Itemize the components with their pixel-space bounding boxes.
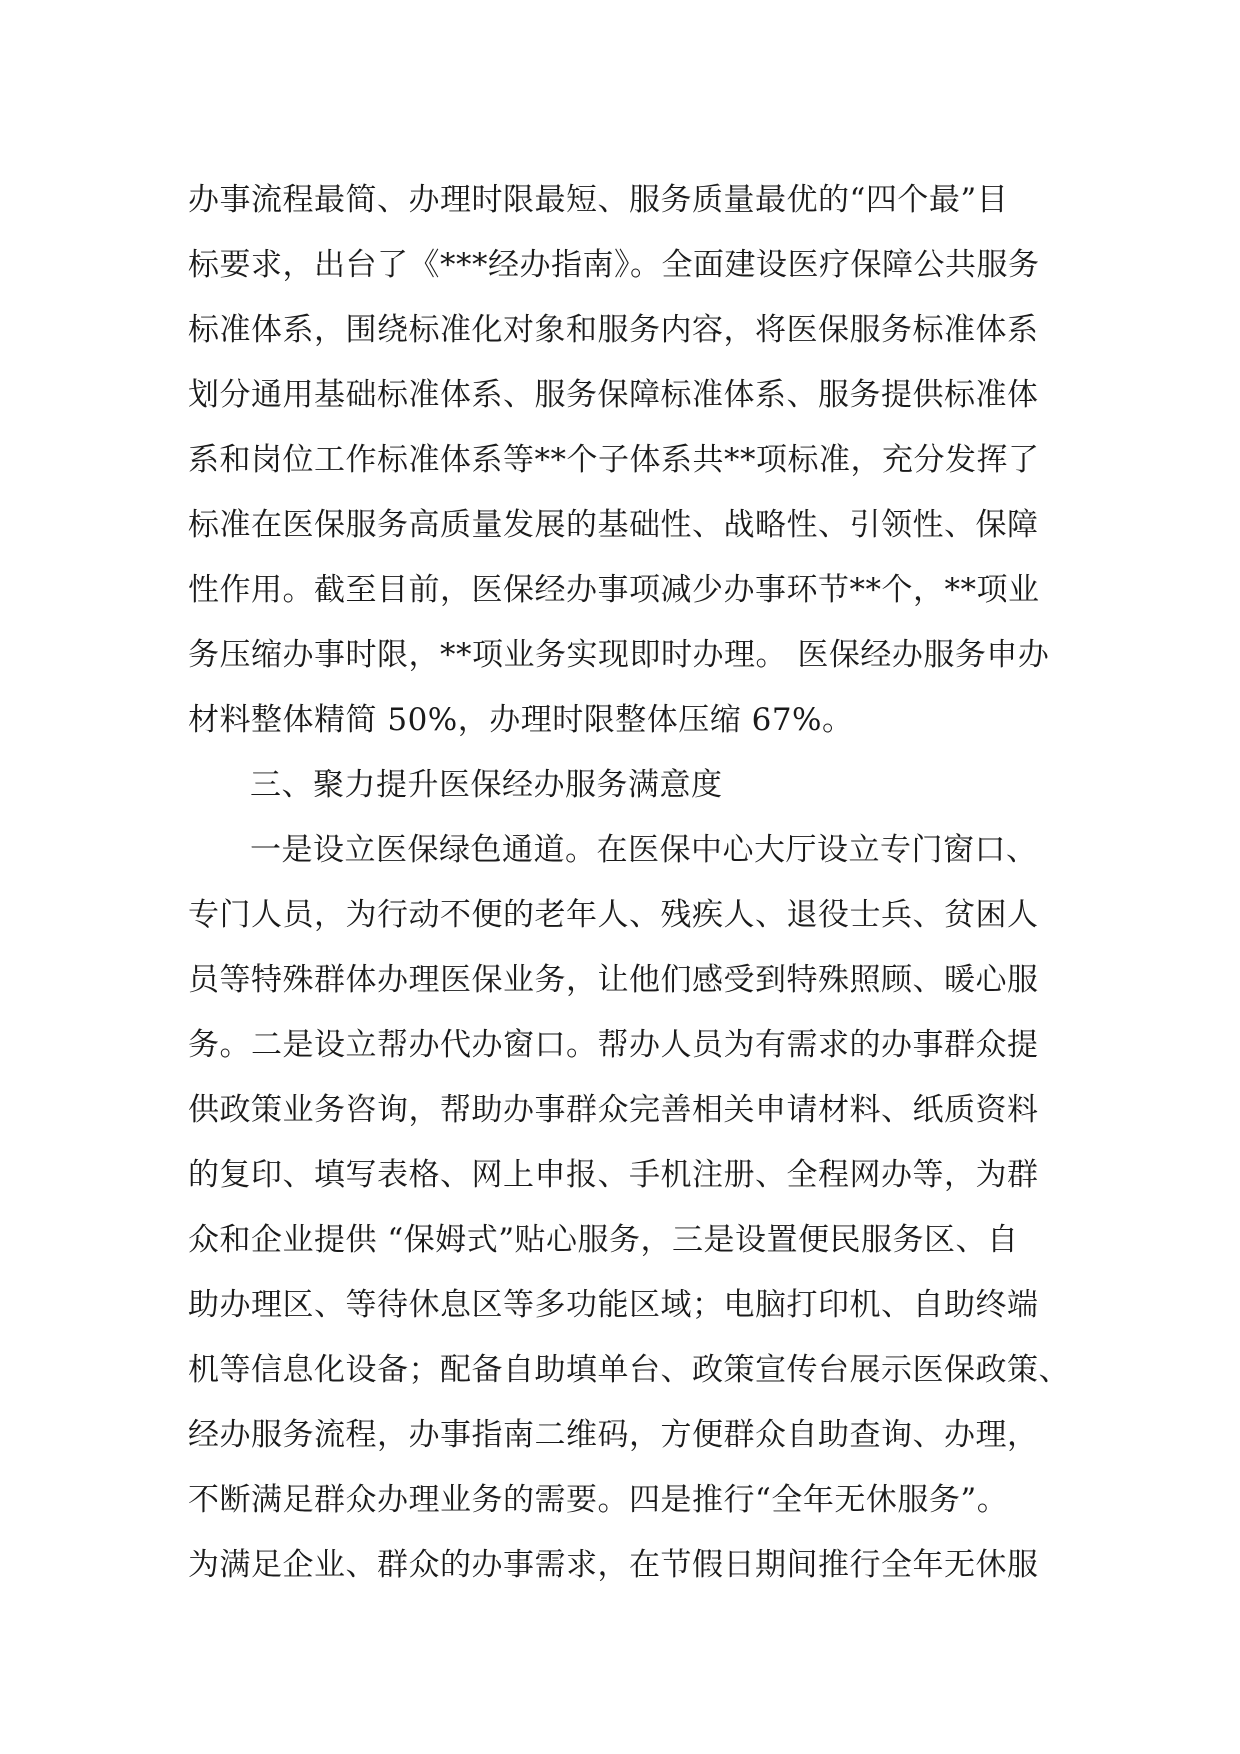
text-line: 材料整体精简 50%，办理时限整体压缩 67%。 [188, 702, 854, 738]
text-line: 务。二是设立帮办代办窗口。帮办人员为有需求的办事群众提 [188, 1027, 1039, 1063]
body-text [188, 168, 1088, 1598]
section-heading: 三、聚力提升医保经办服务满意度 [250, 767, 723, 803]
text-line: 专门人员，为行动不便的老年人、残疾人、退役士兵、贫困人 [188, 897, 1039, 933]
text-line: 系和岗位工作标准体系等**个子体系共**项标准，充分发挥了 [188, 442, 1040, 478]
text-line: 不断满足群众办理业务的需要。四是推行“全年无休服务”。 [188, 1482, 1009, 1518]
text-line: 标准在医保服务高质量发展的基础性、战略性、引领性、保障 [188, 507, 1039, 543]
text-line: 务压缩办事时限，**项业务实现即时办理。 医保经办服务申办 [188, 637, 1050, 673]
text-line: 性作用。截至目前，医保经办事项减少办事环节**个，**项业 [188, 572, 1040, 608]
text-line: 的复印、填写表格、网上申报、手机注册、全程网办等，为群 [188, 1157, 1039, 1193]
text-line: 助办理区、等待休息区等多功能区域；电脑打印机、自助终端 [188, 1287, 1039, 1323]
text-line: 为满足企业、群众的办事需求，在节假日期间推行全年无休服 [188, 1547, 1039, 1583]
text-line: 标要求，出台了《***经办指南》。全面建设医疗保障公共服务 [188, 247, 1040, 283]
text-line: 标准体系，围绕标准化对象和服务内容，将医保服务标准体系 [188, 312, 1039, 348]
text-line: 办事流程最简、办理时限最短、服务质量最优的“四个最”目 [188, 182, 1009, 218]
text-line: 机等信息化设备；配备自助填单台、政策宣传台展示医保政策、 [188, 1352, 1070, 1388]
text-line: 划分通用基础标准体系、服务保障标准体系、服务提供标准体 [188, 377, 1039, 413]
text-line: 经办服务流程，办事指南二维码，方便群众自助查询、办理， [188, 1417, 1039, 1453]
text-line: 众和企业提供 “保姆式”贴心服务，三是设置便民服务区、自 [188, 1222, 1019, 1258]
text-line: 员等特殊群体办理医保业务，让他们感受到特殊照顾、暖心服 [188, 962, 1039, 998]
text-line: 供政策业务咨询，帮助办事群众完善相关申请材料、纸质资料 [188, 1092, 1039, 1128]
paragraph-start-line: 一是设立医保绿色通道。在医保中心大厅设立专门窗口、 [250, 832, 1038, 868]
